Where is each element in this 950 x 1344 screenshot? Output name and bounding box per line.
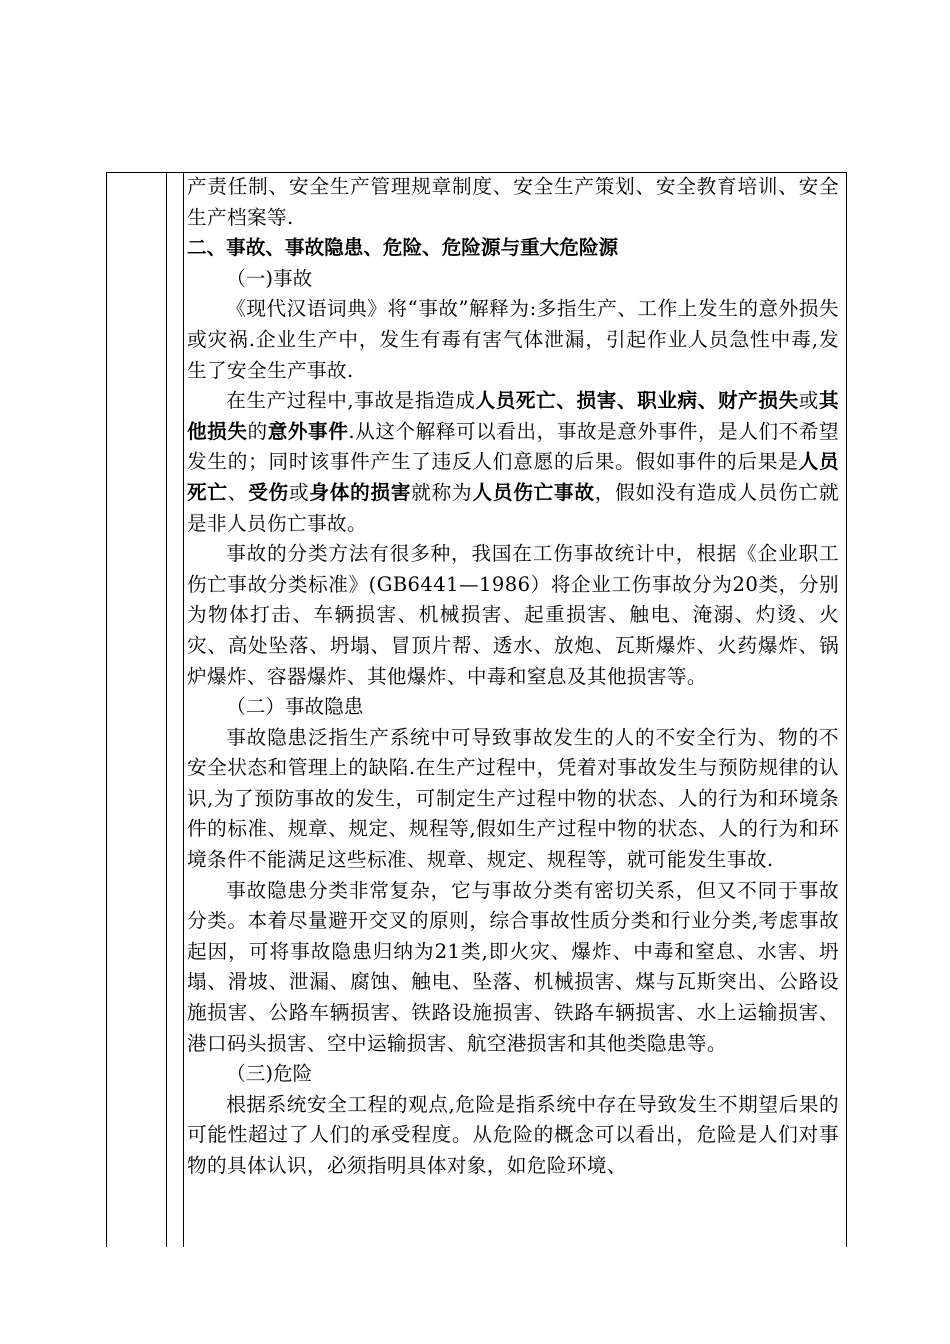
bold-run: 其他损失 — [187, 389, 840, 443]
text-run: ，假如没有造成人员伤亡就是非人员伤亡事故。 — [187, 480, 839, 535]
bold-run: 意外事件 — [267, 419, 349, 443]
text-run: 、 — [227, 480, 249, 504]
bold-run: 人员死亡 — [187, 450, 839, 504]
section-2-heading: 二、事故、事故隐患、危险、危险源与重大危险源 — [187, 236, 619, 260]
table-column-2 — [167, 173, 184, 1247]
continuation-paragraph: 产责任制、安全生产管理规章制度、安全生产策划、安全教育培训、安全生产档案等. — [187, 175, 839, 229]
bold-run: 人员伤亡事故 — [472, 480, 595, 504]
bold-run: 身体的损害 — [309, 480, 412, 504]
text-run: 就称为 — [411, 480, 473, 504]
text-run: 的 — [247, 419, 268, 443]
text-run: 或 — [798, 389, 820, 413]
hazard-definition-paragraph: 事故隐患泛指生产系统中可导致事故发生的人的不安全行为、物的不安全状态和管理上的缺陷.在生产过程中，凭着对事故发生与预防规律的认识,为了预防事故的发生，可制定生产过程中物的状态、人的行为和环境条件的标准、规章、规定、规程等,假如生产过程中物的状态、人的行为和环境条件不能满足这些标准、规章、规定、规程等，就可能发生事故. — [187, 725, 839, 872]
accident-explanation-paragraph — [187, 386, 839, 539]
subsection-danger-heading: （三)危险 — [226, 1062, 313, 1086]
hazard-classification-paragraph: 事故隐患分类非常复杂，它与事故分类有密切关系，但又不同于事故分类。本着尽量避开交叉的原则，综合事故性质分类和行业分类,考虑事故起因，可将事故隐患归纳为21类,即火灾、爆炸、中毒和窒息、水害、坍塌、滑坡、泄漏、腐蚀、触电、坠落、机械损害、煤与瓦斯突出、公路设施损害、公路车辆损害、铁路设施损害、铁路车辆损害、水上运输损害、港口码头损害、空中运输损害、航空港损害和其他类隐患等。 — [187, 878, 839, 1055]
subsection-accident-heading: （一)事故 — [226, 266, 313, 290]
danger-definition-paragraph: 根据系统安全工程的观点,危险是指系统中存在导致发生不期望后果的可能性超过了人们的承受程度。从危险的概念可以看出，危险是人们对事物的具体认识，必须指明具体对象，如危险环境、 — [187, 1092, 839, 1177]
subsection-hazard-heading: （二）事故隐患 — [226, 695, 364, 719]
text-run: 或 — [288, 480, 310, 504]
accident-classification-paragraph: 事故的分类方法有很多种，我国在工伤事故统计中，根据《企业职工伤亡事故分类标准》(GB6441—1986）将企业工伤事故分为20类，分别为物体打击、车辆损害、机械损害、起重损害、触电、淹溺、灼烫、火灾、高处坠落、坍塌、冒顶片帮、透水、放炮、瓦斯爆炸、火药爆炸、锅炉爆炸、容器爆炸、其他爆炸、中毒和窒息及其他损害等。 — [187, 542, 839, 688]
text-run: .从这个解释可以看出，事故是意外事件，是人们不希望发生的；同时该事件产生了违反人们意愿的后果。假如事件的后果是 — [187, 419, 839, 474]
bold-run: 受伤 — [248, 480, 289, 504]
document-body — [187, 172, 839, 1182]
bold-run: 人员死亡、损害、职业病、财产损失 — [475, 389, 799, 413]
accident-definition-paragraph: 《现代汉语词典》将“事故”解释为:多指生产、工作上发生的意外损失或灾祸.企业生产中，发生有毒有害气体泄漏，引起作业人员急性中毒,发生了安全生产事故. — [187, 297, 839, 382]
text-run: 在生产过程中,事故是指造成 — [226, 389, 476, 413]
table-column-1 — [107, 173, 167, 1247]
